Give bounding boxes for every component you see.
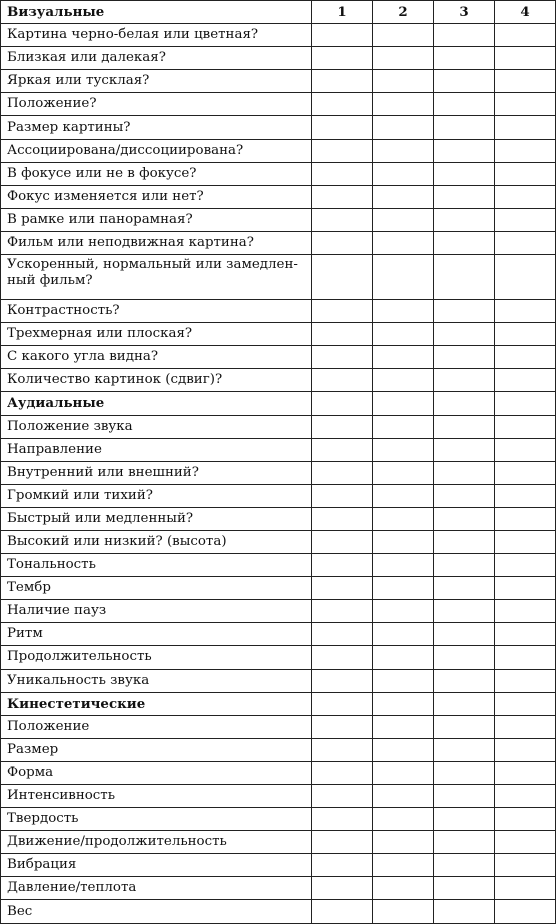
row-label: Трехмерная или плоская? — [1, 323, 312, 346]
answer-cell[interactable] — [434, 877, 495, 900]
answer-cell[interactable] — [495, 761, 556, 784]
answer-cell[interactable] — [373, 162, 434, 185]
table-row — [1, 116, 556, 139]
answer-cell[interactable] — [495, 369, 556, 392]
answer-cell[interactable] — [312, 692, 373, 715]
answer-cell[interactable] — [312, 208, 373, 231]
answer-cell[interactable] — [434, 116, 495, 139]
answer-cell[interactable] — [373, 554, 434, 577]
row-label: Фокус изменяется или нет? — [1, 185, 312, 208]
answer-cell[interactable] — [312, 831, 373, 854]
answer-cell[interactable] — [434, 900, 495, 923]
table-row — [1, 623, 556, 646]
answer-cell[interactable] — [434, 139, 495, 162]
answer-cell[interactable] — [373, 600, 434, 623]
answer-cell[interactable] — [434, 692, 495, 715]
answer-cell[interactable] — [495, 392, 556, 415]
answer-cell[interactable] — [373, 70, 434, 93]
row-label: Размер — [1, 738, 312, 761]
table-row — [1, 300, 556, 323]
section-title: Аудиальные — [1, 392, 312, 415]
answer-cell[interactable] — [434, 808, 495, 831]
answer-cell[interactable] — [373, 738, 434, 761]
answer-cell[interactable] — [312, 530, 373, 553]
table-row — [1, 415, 556, 438]
answer-cell[interactable] — [434, 369, 495, 392]
answer-cell[interactable] — [495, 831, 556, 854]
answer-cell[interactable] — [495, 461, 556, 484]
answer-cell[interactable] — [495, 669, 556, 692]
table-row — [1, 208, 556, 231]
answer-cell[interactable] — [373, 231, 434, 254]
row-label: Высокий или низкий? (высота) — [1, 530, 312, 553]
table-row — [1, 255, 556, 300]
answer-cell[interactable] — [373, 808, 434, 831]
answer-cell[interactable] — [373, 208, 434, 231]
answer-cell[interactable] — [495, 116, 556, 139]
answer-cell[interactable] — [373, 369, 434, 392]
row-label: Ассоциирована/диссоциирована? — [1, 139, 312, 162]
table-row — [1, 646, 556, 669]
table-body — [1, 1, 556, 924]
answer-cell[interactable] — [434, 392, 495, 415]
row-label: Картина черно-белая или цветная? — [1, 24, 312, 47]
row-label: Тембр — [1, 577, 312, 600]
row-label: Давление/теплота — [1, 877, 312, 900]
answer-cell[interactable] — [312, 761, 373, 784]
answer-cell[interactable] — [373, 392, 434, 415]
table-row — [1, 323, 556, 346]
row-label: Размер картины? — [1, 116, 312, 139]
answer-cell[interactable] — [312, 300, 373, 323]
table-row — [1, 738, 556, 761]
row-label: Контрастность? — [1, 300, 312, 323]
table-row — [1, 761, 556, 784]
row-label: Быстрый или медленный? — [1, 507, 312, 530]
table-row — [1, 785, 556, 808]
row-label: Близкая или далекая? — [1, 47, 312, 70]
answer-cell[interactable] — [495, 415, 556, 438]
column-header-4: 4 — [495, 1, 556, 24]
answer-cell[interactable] — [312, 185, 373, 208]
answer-cell[interactable] — [373, 255, 434, 300]
answer-cell[interactable] — [312, 24, 373, 47]
answer-cell[interactable] — [312, 854, 373, 877]
answer-cell[interactable] — [373, 438, 434, 461]
table-row — [1, 507, 556, 530]
row-label: Положение звука — [1, 415, 312, 438]
answer-cell[interactable] — [373, 323, 434, 346]
answer-cell[interactable] — [434, 438, 495, 461]
row-label: Фильм или неподвижная картина? — [1, 231, 312, 254]
row-label: Вибрация — [1, 854, 312, 877]
answer-cell[interactable] — [312, 877, 373, 900]
answer-cell[interactable] — [495, 346, 556, 369]
answer-cell[interactable] — [495, 300, 556, 323]
answer-cell[interactable] — [495, 715, 556, 738]
table-row — [1, 831, 556, 854]
answer-cell[interactable] — [495, 507, 556, 530]
table-row — [1, 484, 556, 507]
row-label: В рамке или панорамная? — [1, 208, 312, 231]
table-row — [1, 461, 556, 484]
answer-cell[interactable] — [495, 484, 556, 507]
table-row — [1, 47, 556, 70]
answer-cell[interactable] — [373, 139, 434, 162]
answer-cell[interactable] — [495, 646, 556, 669]
section-title: Кинестетические — [1, 692, 312, 715]
row-label: В фокусе или не в фокусе? — [1, 162, 312, 185]
answer-cell[interactable] — [312, 392, 373, 415]
answer-cell[interactable] — [434, 231, 495, 254]
row-label: Внутренний или внешний? — [1, 461, 312, 484]
answer-cell[interactable] — [373, 530, 434, 553]
answer-cell[interactable] — [434, 761, 495, 784]
answer-cell[interactable] — [373, 646, 434, 669]
answer-cell[interactable] — [312, 623, 373, 646]
answer-cell[interactable] — [312, 231, 373, 254]
row-label: Продолжительность — [1, 646, 312, 669]
answer-cell[interactable] — [495, 530, 556, 553]
table-row — [1, 162, 556, 185]
answer-cell[interactable] — [434, 185, 495, 208]
answer-cell[interactable] — [434, 346, 495, 369]
answer-cell[interactable] — [373, 900, 434, 923]
answer-cell[interactable] — [495, 692, 556, 715]
answer-cell[interactable] — [373, 692, 434, 715]
answer-cell[interactable] — [373, 24, 434, 47]
answer-cell[interactable] — [495, 93, 556, 116]
answer-cell[interactable] — [373, 854, 434, 877]
answer-cell[interactable] — [373, 346, 434, 369]
table-row — [1, 554, 556, 577]
section-header-row — [1, 1, 556, 24]
row-label: Твердость — [1, 808, 312, 831]
answer-cell[interactable] — [434, 715, 495, 738]
answer-cell[interactable] — [434, 507, 495, 530]
answer-cell[interactable] — [495, 47, 556, 70]
section-header-row — [1, 392, 556, 415]
answer-cell[interactable] — [434, 323, 495, 346]
row-label: Количество картинок (сдвиг)? — [1, 369, 312, 392]
answer-cell[interactable] — [312, 600, 373, 623]
answer-cell[interactable] — [495, 185, 556, 208]
answer-cell[interactable] — [373, 877, 434, 900]
answer-cell[interactable] — [312, 369, 373, 392]
answer-cell[interactable] — [312, 139, 373, 162]
row-label: Направление — [1, 438, 312, 461]
row-label: Положение? — [1, 93, 312, 116]
answer-cell[interactable] — [312, 738, 373, 761]
answer-cell[interactable] — [373, 761, 434, 784]
answer-cell[interactable] — [434, 554, 495, 577]
answer-cell[interactable] — [312, 47, 373, 70]
section-header-row — [1, 692, 556, 715]
answer-cell[interactable] — [373, 831, 434, 854]
table-row — [1, 877, 556, 900]
answer-cell[interactable] — [434, 831, 495, 854]
answer-cell[interactable] — [495, 139, 556, 162]
answer-cell[interactable] — [312, 162, 373, 185]
answer-cell[interactable] — [434, 255, 495, 300]
column-header-1: 1 — [312, 1, 373, 24]
answer-cell[interactable] — [373, 116, 434, 139]
table-row — [1, 715, 556, 738]
table-row — [1, 669, 556, 692]
answer-cell[interactable] — [434, 623, 495, 646]
answer-cell[interactable] — [495, 600, 556, 623]
row-label: Положение — [1, 715, 312, 738]
answer-cell[interactable] — [495, 577, 556, 600]
answer-cell[interactable] — [434, 577, 495, 600]
row-label: Наличие пауз — [1, 600, 312, 623]
answer-cell[interactable] — [312, 415, 373, 438]
answer-cell[interactable] — [434, 738, 495, 761]
answer-cell[interactable] — [373, 669, 434, 692]
answer-cell[interactable] — [312, 715, 373, 738]
answer-cell[interactable] — [434, 854, 495, 877]
answer-cell[interactable] — [495, 162, 556, 185]
row-label: Движение/продолжительность — [1, 831, 312, 854]
answer-cell[interactable] — [373, 507, 434, 530]
answer-cell[interactable] — [495, 785, 556, 808]
answer-cell[interactable] — [312, 93, 373, 116]
table-row — [1, 900, 556, 923]
answer-cell[interactable] — [495, 900, 556, 923]
answer-cell[interactable] — [312, 669, 373, 692]
answer-cell[interactable] — [434, 669, 495, 692]
table-row — [1, 346, 556, 369]
table-row — [1, 854, 556, 877]
answer-cell[interactable] — [434, 415, 495, 438]
answer-cell[interactable] — [373, 47, 434, 70]
table-row — [1, 24, 556, 47]
row-label: Тональность — [1, 554, 312, 577]
answer-cell[interactable] — [312, 70, 373, 93]
answer-cell[interactable] — [495, 24, 556, 47]
answer-cell[interactable] — [434, 208, 495, 231]
answer-cell[interactable] — [373, 461, 434, 484]
answer-cell[interactable] — [495, 70, 556, 93]
answer-cell[interactable] — [495, 623, 556, 646]
row-label: Интенсивность — [1, 785, 312, 808]
answer-cell[interactable] — [434, 461, 495, 484]
answer-cell[interactable] — [312, 785, 373, 808]
answer-cell[interactable] — [495, 554, 556, 577]
answer-cell[interactable] — [495, 323, 556, 346]
table-row — [1, 185, 556, 208]
answer-cell[interactable] — [312, 255, 373, 300]
row-label: Вес — [1, 900, 312, 923]
row-label: Ускоренный, нормальный или замедлен-ный фильм? — [1, 255, 312, 300]
answer-cell[interactable] — [312, 507, 373, 530]
table-row — [1, 600, 556, 623]
answer-cell[interactable] — [434, 47, 495, 70]
column-header-2: 2 — [373, 1, 434, 24]
answer-cell[interactable] — [495, 208, 556, 231]
section-title: Визуальные — [1, 1, 312, 24]
answer-cell[interactable] — [434, 530, 495, 553]
answer-cell[interactable] — [495, 255, 556, 300]
answer-cell[interactable] — [373, 300, 434, 323]
row-label: Яркая или тусклая? — [1, 70, 312, 93]
table-row — [1, 70, 556, 93]
answer-cell[interactable] — [434, 300, 495, 323]
table-row — [1, 438, 556, 461]
answer-cell[interactable] — [312, 484, 373, 507]
answer-cell[interactable] — [373, 715, 434, 738]
table-row — [1, 139, 556, 162]
answer-cell[interactable] — [434, 93, 495, 116]
answer-cell[interactable] — [312, 438, 373, 461]
answer-cell[interactable] — [312, 577, 373, 600]
table-row — [1, 369, 556, 392]
answer-cell[interactable] — [312, 461, 373, 484]
row-label: Уникальность звука — [1, 669, 312, 692]
answer-cell[interactable] — [495, 231, 556, 254]
answer-cell[interactable] — [434, 70, 495, 93]
answer-cell[interactable] — [495, 438, 556, 461]
answer-cell[interactable] — [434, 646, 495, 669]
answer-cell[interactable] — [373, 623, 434, 646]
answer-cell[interactable] — [434, 162, 495, 185]
column-header-3: 3 — [434, 1, 495, 24]
answer-cell[interactable] — [312, 554, 373, 577]
table-row — [1, 93, 556, 116]
answer-cell[interactable] — [312, 900, 373, 923]
answer-cell[interactable] — [495, 854, 556, 877]
answer-cell[interactable] — [495, 877, 556, 900]
row-label: Форма — [1, 761, 312, 784]
answer-cell[interactable] — [373, 415, 434, 438]
answer-cell[interactable] — [434, 600, 495, 623]
answer-cell[interactable] — [434, 785, 495, 808]
table-row — [1, 530, 556, 553]
answer-cell[interactable] — [312, 346, 373, 369]
row-label: Ритм — [1, 623, 312, 646]
row-label: Громкий или тихий? — [1, 484, 312, 507]
row-label: С какого угла видна? — [1, 346, 312, 369]
answer-cell[interactable] — [495, 808, 556, 831]
table-row — [1, 808, 556, 831]
answer-cell[interactable] — [434, 484, 495, 507]
answer-cell[interactable] — [373, 785, 434, 808]
answer-cell[interactable] — [373, 577, 434, 600]
answer-cell[interactable] — [434, 24, 495, 47]
table-row — [1, 577, 556, 600]
answer-cell[interactable] — [373, 185, 434, 208]
answer-cell[interactable] — [312, 323, 373, 346]
answer-cell[interactable] — [373, 484, 434, 507]
answer-cell[interactable] — [373, 93, 434, 116]
answer-cell[interactable] — [495, 738, 556, 761]
answer-cell[interactable] — [312, 646, 373, 669]
answer-cell[interactable] — [312, 808, 373, 831]
answer-cell[interactable] — [312, 116, 373, 139]
table-row — [1, 231, 556, 254]
